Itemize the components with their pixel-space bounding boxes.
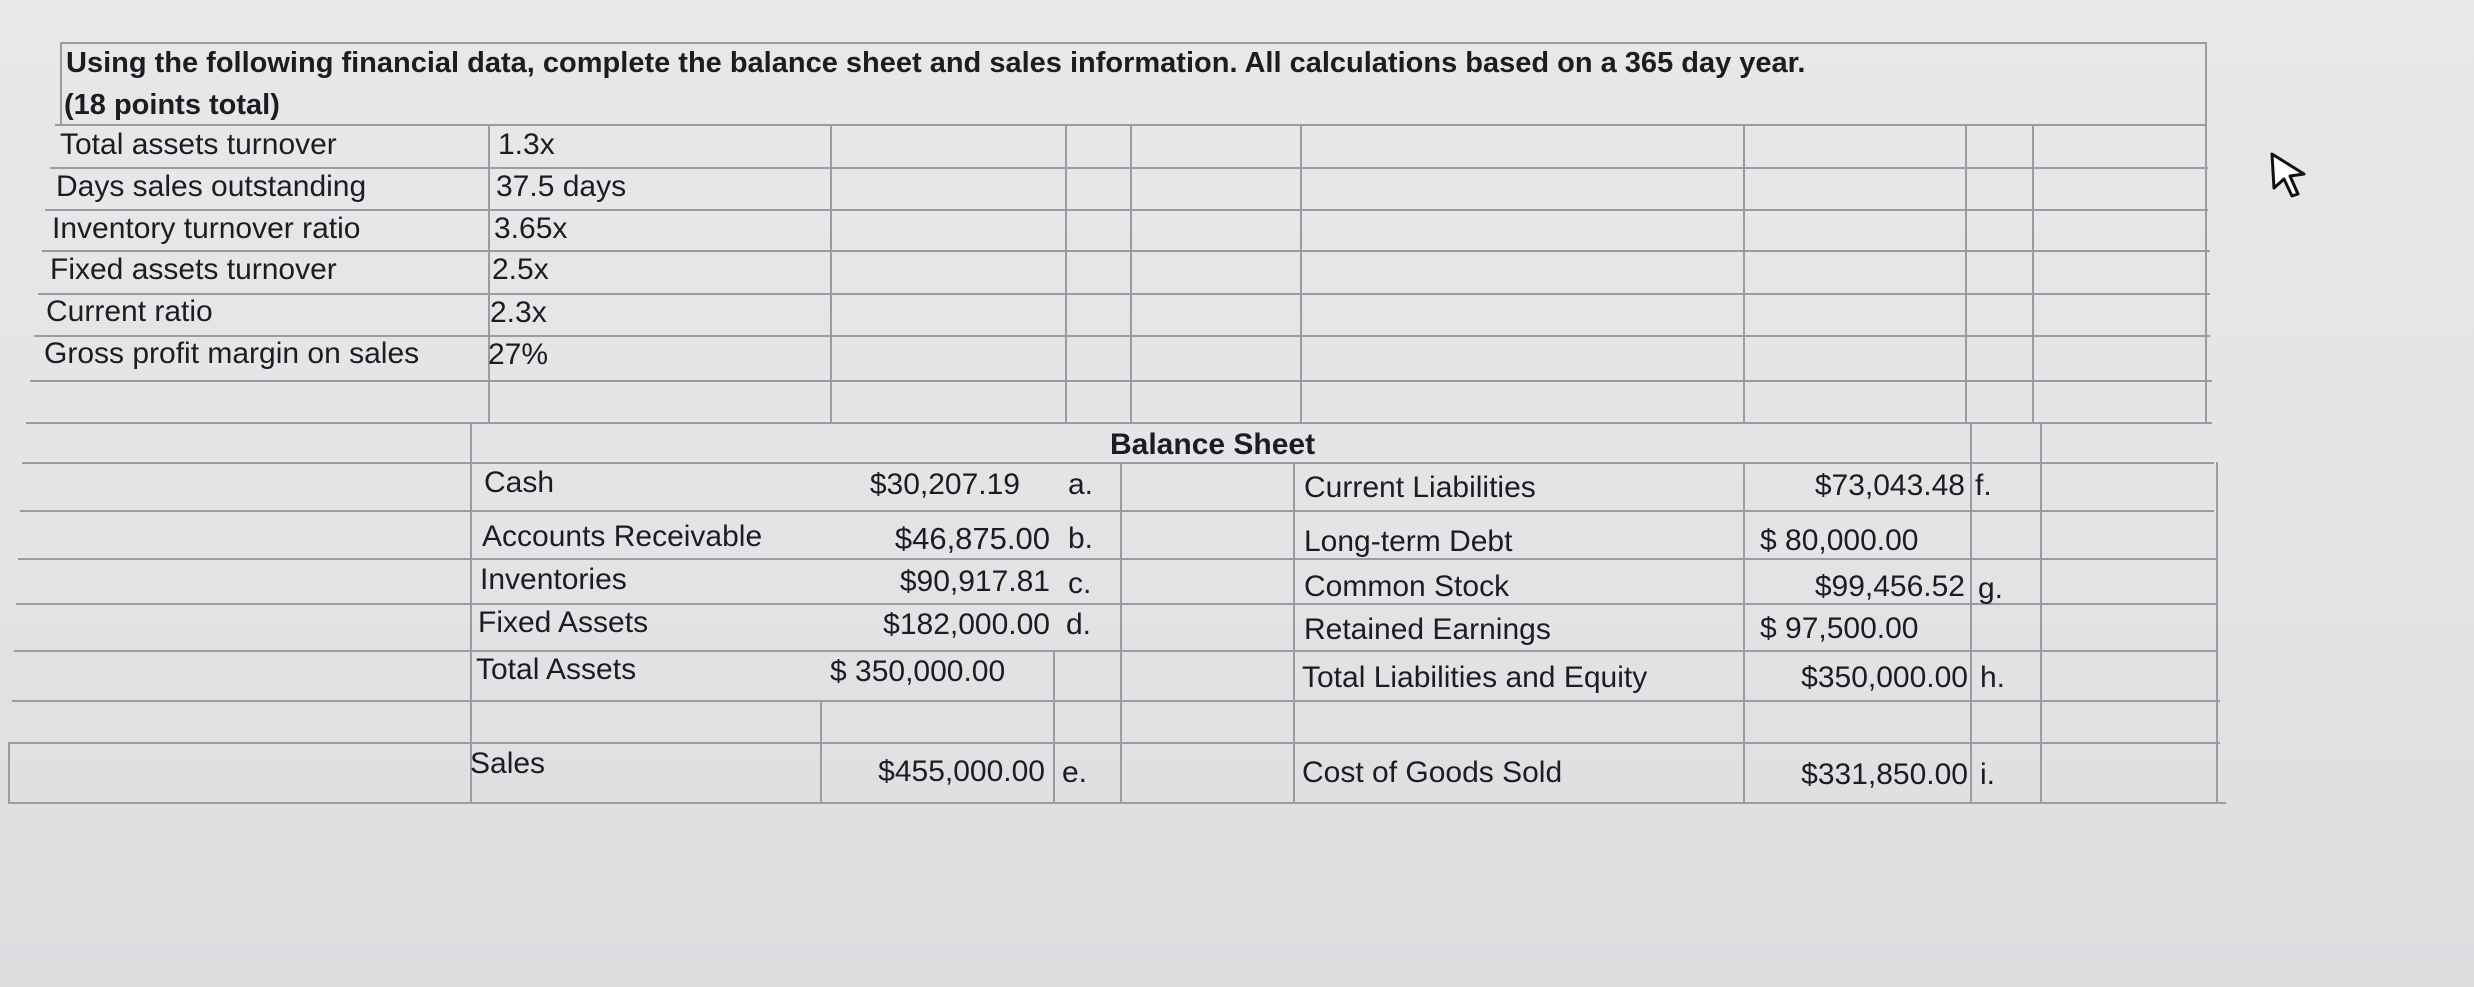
grid-line — [22, 462, 2214, 464]
asset-label-cash: Cash — [484, 466, 555, 499]
grid-line — [14, 650, 2218, 652]
grid-line — [1300, 124, 1302, 424]
grid-line — [38, 293, 2210, 295]
given-value-inventory-turnover: 3.65x — [494, 212, 568, 245]
equity-value-common-stock: $99,456.52 — [1814, 570, 1965, 603]
asset-label-inventories: Inventories — [480, 563, 627, 596]
equity-label-common-stock: Common Stock — [1304, 570, 1510, 603]
instructions-line-1: Using the following financial data, complete the balance sheet and sales information. All calculations based on a 365 day year. — [66, 47, 1806, 79]
grid-line — [1743, 462, 1745, 804]
liability-label-long-term-debt: Long-term Debt — [1304, 525, 1513, 558]
asset-value-inventories: $90,917.81 — [899, 565, 1050, 598]
grid-line — [1130, 124, 1132, 424]
liability-tag-f: f. — [1975, 469, 1992, 502]
grid-line — [1965, 124, 1967, 424]
grid-line — [1293, 462, 1295, 804]
grid-line — [45, 209, 2208, 211]
given-label-gross-profit-margin: Gross profit margin on sales — [44, 337, 420, 370]
grid-line — [60, 42, 2205, 44]
given-label-days-sales-outstanding: Days sales outstanding — [56, 170, 367, 203]
asset-tag-d: d. — [1066, 608, 1092, 641]
grid-line — [2040, 422, 2042, 804]
grid-line — [8, 802, 2226, 804]
given-label-inventory-turnover: Inventory turnover ratio — [52, 212, 361, 245]
grid-line — [2205, 42, 2207, 125]
given-value-fixed-assets-turnover: 2.5x — [492, 253, 549, 286]
grid-line — [50, 167, 2208, 169]
grid-line — [10, 742, 2220, 744]
grid-line — [820, 700, 822, 804]
grid-line — [1065, 124, 1067, 424]
given-value-total-assets-turnover: 1.3x — [498, 128, 555, 161]
grid-line — [1120, 462, 1122, 804]
liability-label-current-liabilities: Current Liabilities — [1304, 471, 1536, 504]
liability-value-long-term-debt: $ 80,000.00 — [1760, 524, 1919, 557]
given-value-gross-profit-margin: 27% — [488, 338, 549, 371]
cogs-label: Cost of Goods Sold — [1302, 756, 1563, 789]
sales-label: Sales — [470, 747, 546, 780]
asset-label-accounts-receivable: Accounts Receivable — [482, 520, 763, 553]
grid-line — [30, 380, 2212, 382]
given-label-total-assets-turnover: Total assets turnover — [60, 128, 337, 161]
grid-line — [1970, 422, 1972, 804]
liability-value-total-liabilities-equity: $350,000.00 — [1801, 661, 1968, 694]
asset-label-total-assets: Total Assets — [476, 653, 637, 686]
liability-value-current-liabilities: $73,043.48 — [1814, 469, 1965, 502]
grid-line — [2205, 124, 2207, 424]
given-value-days-sales-outstanding: 37.5 days — [496, 170, 627, 203]
equity-label-retained-earnings: Retained Earnings — [1304, 613, 1551, 646]
asset-value-total-assets: $ 350,000.00 — [830, 655, 1006, 688]
sales-value: $455,000.00 — [878, 755, 1045, 788]
equity-value-retained-earnings: $ 97,500.00 — [1760, 612, 1919, 645]
grid-line — [488, 124, 490, 424]
grid-line — [1053, 650, 1055, 804]
given-label-current-ratio: Current ratio — [46, 295, 213, 328]
grid-line — [830, 124, 832, 424]
grid-line — [18, 558, 2216, 560]
mouse-pointer-icon — [2268, 152, 2308, 198]
cogs-tag-i: i. — [1980, 758, 1995, 791]
sales-tag-e: e. — [1062, 756, 1088, 789]
instructions-points: (18 points total) — [64, 89, 280, 121]
liability-tag-h: h. — [1980, 661, 2006, 694]
grid-line — [8, 742, 10, 804]
equity-tag-g: g. — [1978, 572, 2004, 605]
given-value-current-ratio: 2.3x — [490, 296, 547, 329]
liability-label-total-liabilities-equity: Total Liabilities and Equity — [1302, 661, 1648, 694]
grid-line — [1743, 124, 1745, 424]
grid-line — [2032, 124, 2034, 424]
asset-label-fixed-assets: Fixed Assets — [478, 606, 649, 639]
grid-line — [20, 510, 2214, 512]
asset-value-cash: $30,207.19 — [869, 468, 1020, 501]
grid-line — [2216, 462, 2218, 804]
grid-line — [12, 700, 2220, 702]
given-label-fixed-assets-turnover: Fixed assets turnover — [50, 253, 337, 286]
grid-line — [60, 42, 62, 125]
balance-sheet-title: Balance Sheet — [1110, 428, 1316, 461]
grid-line — [42, 250, 2210, 252]
asset-tag-a: a. — [1068, 468, 1094, 501]
grid-line — [26, 422, 2212, 424]
asset-tag-b: b. — [1068, 522, 1094, 555]
asset-value-accounts-receivable: $46,875.00 — [894, 521, 1050, 556]
asset-tag-c: c. — [1068, 567, 1092, 600]
asset-value-fixed-assets: $182,000.00 — [883, 608, 1050, 641]
cogs-value: $331,850.00 — [1801, 758, 1968, 791]
